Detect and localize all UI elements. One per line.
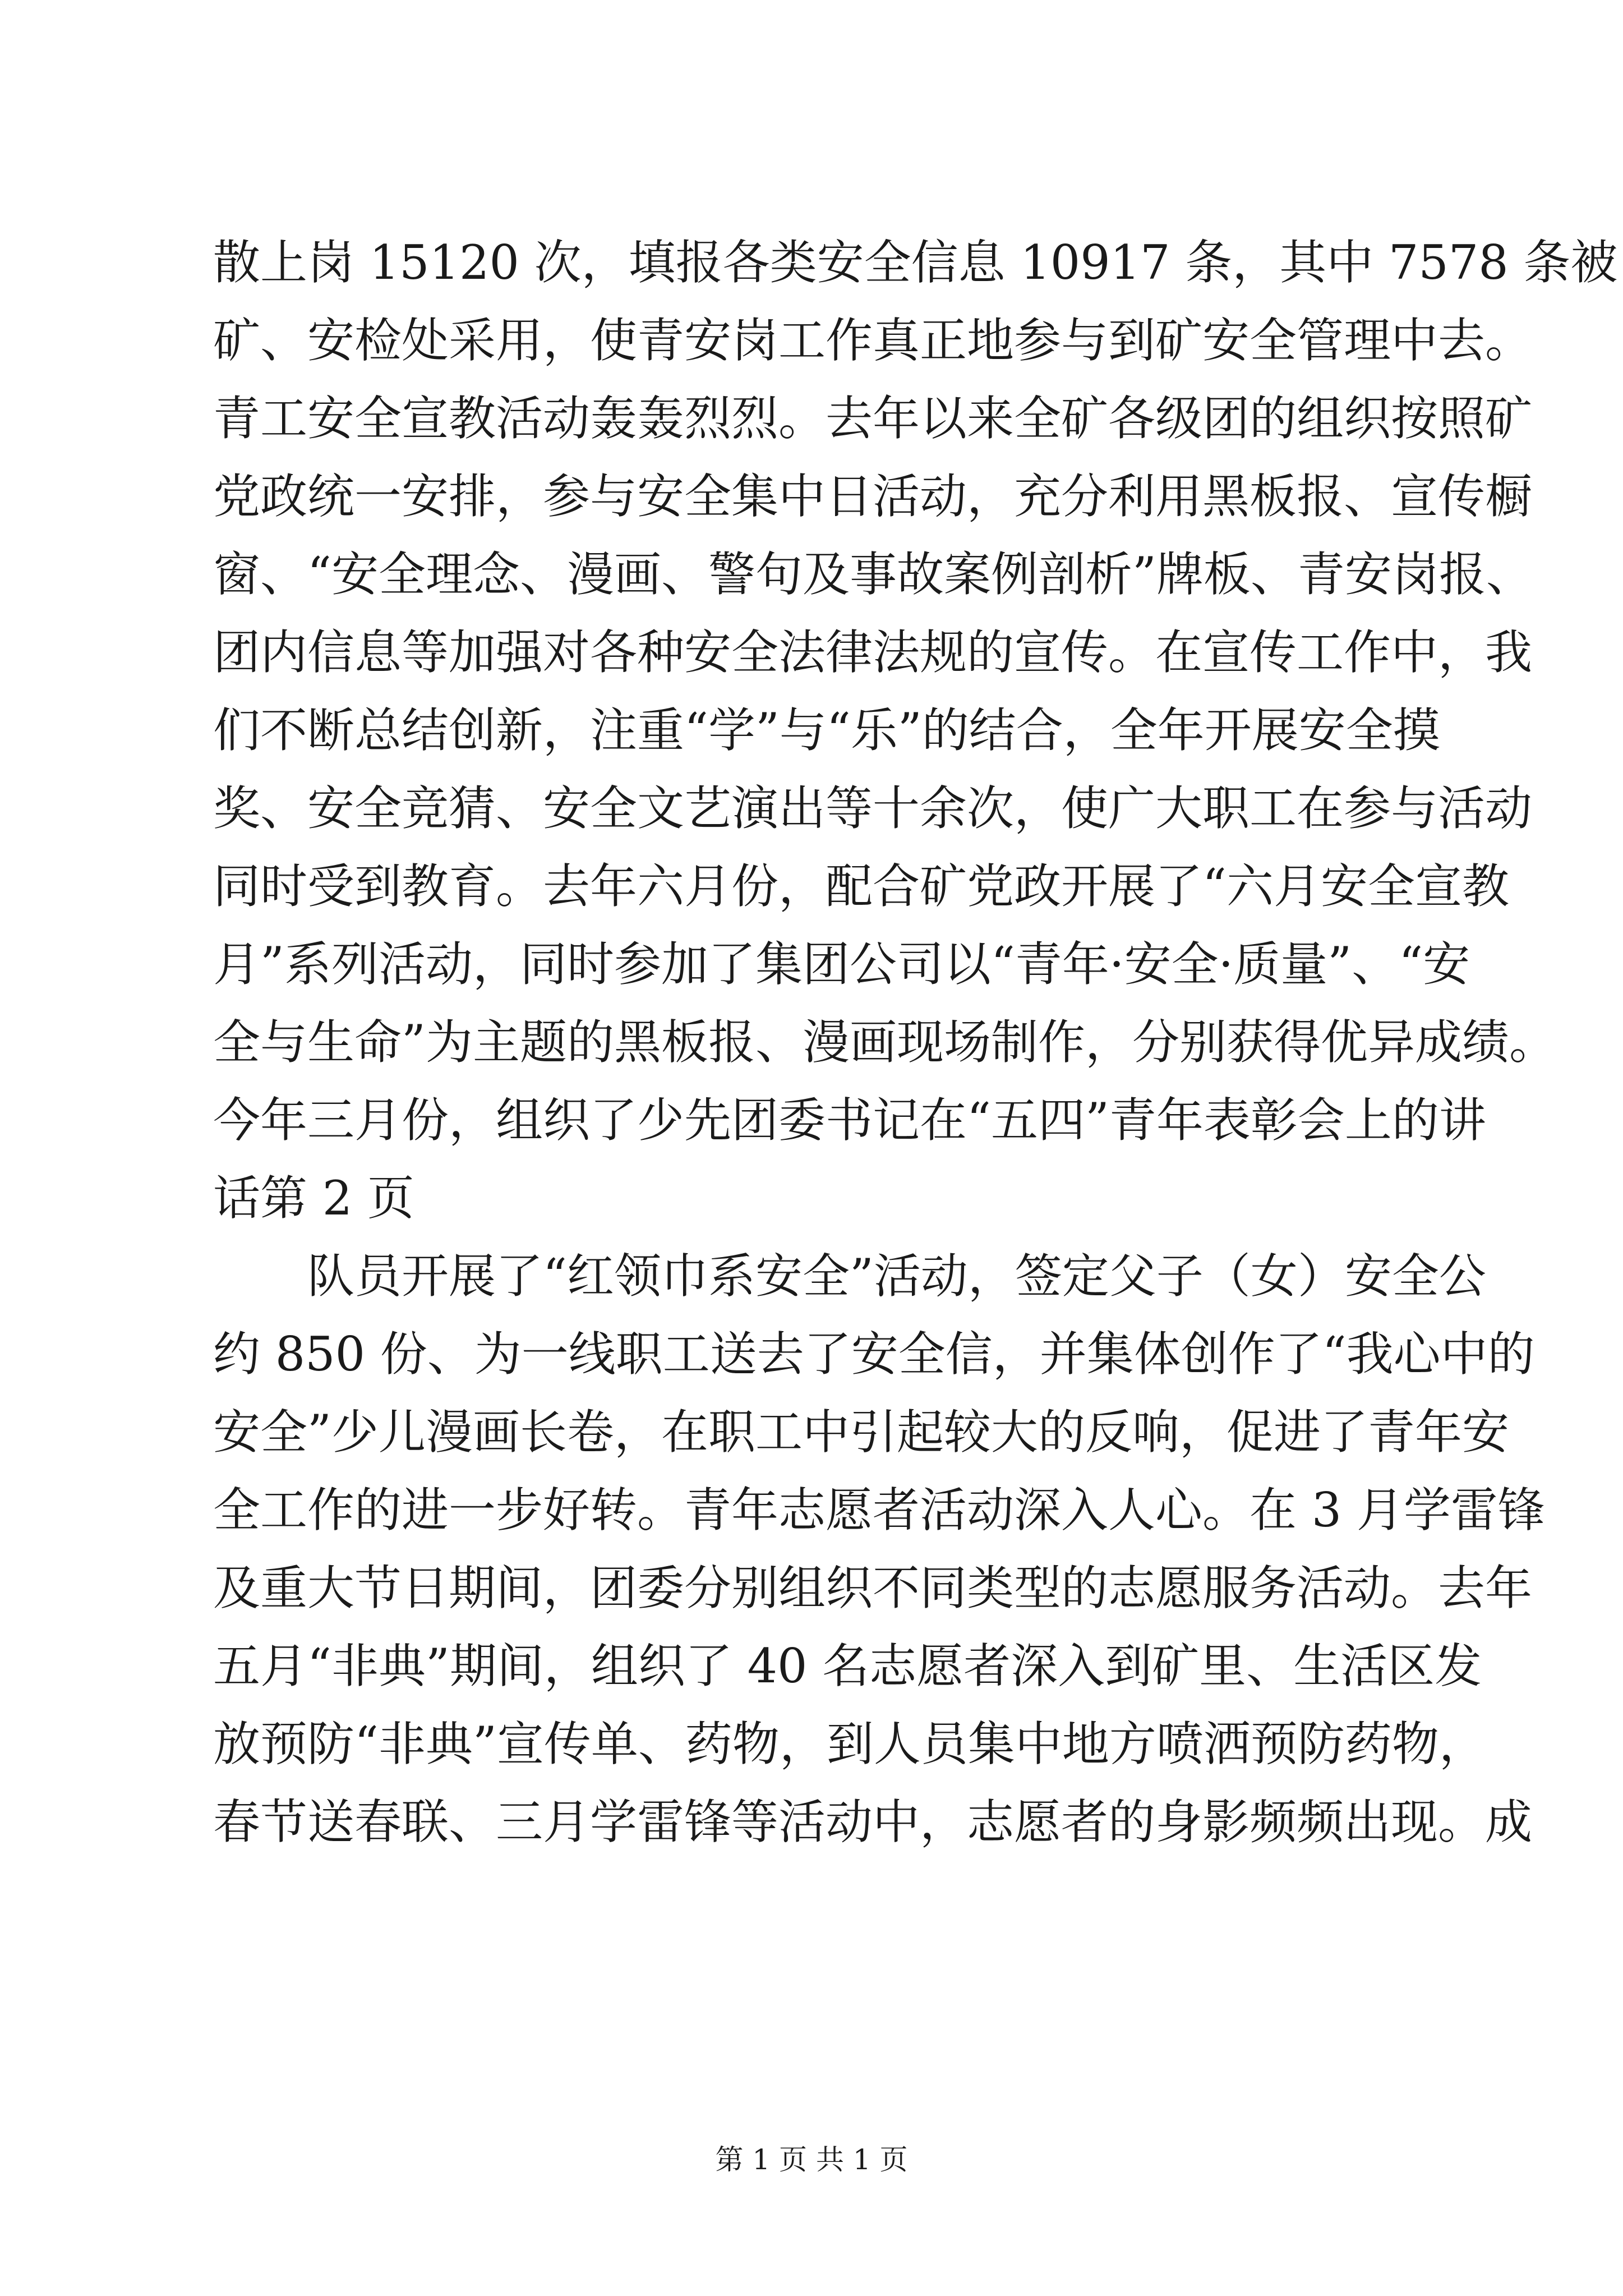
body-text-line: 约 850 份、为一线职工送去了安全信，并集体创作了“我心中的 (213, 1327, 1535, 1382)
body-text-line: 团内信息等加强对各种安全法律法规的宣传。在宣传工作中，我 (213, 625, 1533, 680)
paragraph-first-line: 队员开展了“红领巾系安全”活动，签定父子（女）安全公 (307, 1249, 1486, 1304)
body-text-line: 月”系列活动，同时参加了集团公司以“青年·安全·质量”、“安 (213, 937, 1470, 992)
body-text-line: 放预防“非典”宣传单、药物，到人员集中地方喷洒预防药物， (213, 1717, 1486, 1772)
body-text-line: 青工安全宣教活动轰轰烈烈。去年以来全矿各级团的组织按照矿 (213, 391, 1533, 446)
body-text-line: 矿、安检处采用，使青安岗工作真正地参与到矿安全管理中去。 (213, 313, 1533, 368)
body-text-line: 全工作的进一步好转。青年志愿者活动深入人心。在 3 月学雷锋 (213, 1483, 1545, 1538)
body-text-line: 们不断总结创新，注重“学”与“乐”的结合，全年开展安全摸 (213, 703, 1440, 758)
body-text-line: 窗、“安全理念、漫画、警句及事故案例剖析”牌板、青安岗报、 (213, 547, 1533, 602)
body-text-line: 散上岗 15120 次，填报各类安全信息 10917 条，其中 7578 条被 (213, 235, 1618, 290)
body-text-line: 春节送春联、三月学雷锋等活动中，志愿者的身影频频出现。成 (213, 1795, 1533, 1849)
body-text-line: 奖、安全竞猜、安全文艺演出等十余次，使广大职工在参与活动 (213, 781, 1533, 836)
body-text-line: 五月“非典”期间，组织了 40 名志愿者深入到矿里、生活区发 (213, 1639, 1482, 1694)
body-text-line: 今年三月份，组织了少先团委书记在“五四”青年表彰会上的讲 (213, 1093, 1486, 1148)
body-text-line: 全与生命”为主题的黑板报、漫画现场制作，分别获得优异成绩。 (213, 1015, 1556, 1070)
body-text-line: 及重大节日期间，团委分别组织不同类型的志愿服务活动。去年 (213, 1561, 1533, 1616)
body-text-line: 安全”少儿漫画长卷，在职工中引起较大的反响，促进了青年安 (213, 1405, 1509, 1460)
body-text-line: 同时受到教育。去年六月份，配合矿党政开展了“六月安全宣教 (213, 859, 1509, 914)
body-text-line: 话第 2 页 (213, 1171, 414, 1226)
page-footer: 第 1 页 共 1 页 (715, 2143, 908, 2176)
body-text-line: 党政统一安排，参与安全集中日活动，充分利用黑板报、宣传橱 (213, 469, 1533, 524)
